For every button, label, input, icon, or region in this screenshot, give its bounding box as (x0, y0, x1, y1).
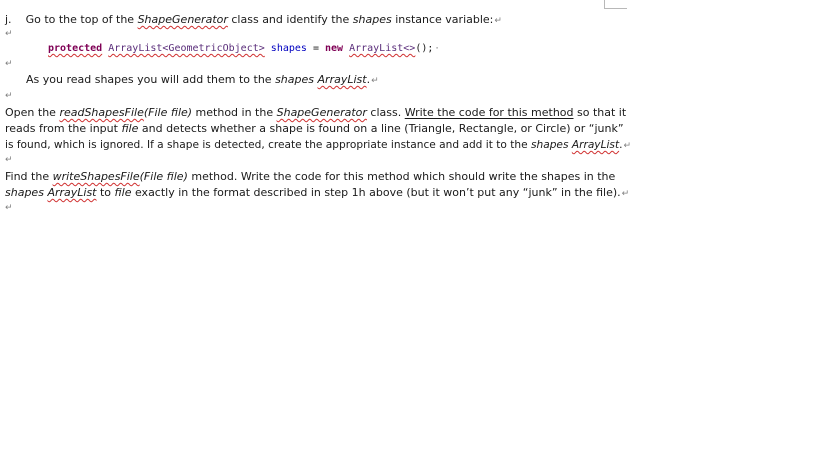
page-corner-marker (604, 0, 627, 9)
file-word: file (121, 122, 139, 135)
period: . (619, 139, 623, 151)
step-text: instance variable: (391, 13, 494, 26)
para-text: and detects whether a shape is found on a line (Triangle, Rectangle, or Circle) or “junk” (138, 122, 624, 135)
step-label: j. (5, 13, 12, 26)
para-text: is found, which is ignored. If a shape is detected, create the appropriate instance and add it to the (5, 139, 531, 151)
paragraph-mark: ↵ (494, 16, 502, 26)
shapes-word: shapes (5, 186, 44, 199)
code-keyword-new: new (324, 43, 344, 54)
code-end: (); (415, 43, 434, 54)
para-text: class. (366, 106, 405, 119)
read-note-line (26, 73, 379, 88)
para1-line2 (5, 122, 624, 136)
code-constructor: ArrayList<> (349, 43, 416, 54)
arraylist-word: ArrayList (571, 139, 620, 151)
paragraph-mark: ↵ (5, 59, 13, 69)
para2-line1 (5, 170, 615, 184)
para-text: Open the (5, 106, 60, 119)
class-name: ShapeGenerator (137, 13, 228, 26)
paragraph-mark: ↵ (623, 141, 632, 151)
arraylist-word: ArrayList (47, 186, 97, 199)
read-method-name: readShapesFile (59, 106, 144, 119)
step-text: class and identify the (227, 13, 353, 26)
method-signature: (File file) (143, 106, 193, 119)
paragraph-mark: ↵ (621, 189, 630, 199)
shapes-word: shapes (352, 13, 392, 26)
method-signature: (File file) (139, 170, 188, 183)
para2-line2 (5, 186, 629, 201)
paragraph-mark: ↵ (5, 91, 13, 101)
step-j-line (5, 13, 502, 28)
para1-line1 (5, 106, 626, 120)
code-keyword-protected: protected (48, 43, 103, 54)
para1-line3 (5, 138, 631, 153)
para-text: Find the (5, 170, 53, 183)
paragraph-mark: ↵ (371, 76, 379, 86)
para-text: so that it (573, 106, 627, 119)
code-variable: shapes (270, 43, 307, 54)
read-note-text: As you read shapes you will add them to the (26, 73, 276, 86)
code-line (48, 42, 440, 56)
paragraph-mark: ↵ (5, 29, 13, 39)
write-method-name: writeShapesFile (52, 170, 140, 183)
para-text: to (96, 186, 115, 199)
code-type: ArrayList<GeometricObject> (108, 43, 265, 54)
write-code-instruction: Write the code for this method (404, 106, 574, 119)
arraylist-word: ArrayList (317, 73, 367, 86)
para-text: method in the (192, 106, 277, 119)
para-text: exactly in the format described in step 1h above (but it won’t put any “junk” in the file). (131, 186, 621, 199)
space-mark: · (434, 44, 440, 54)
shapes-word: shapes (530, 139, 569, 151)
shapes-word: shapes (275, 73, 315, 86)
paragraph-mark: ↵ (5, 155, 13, 165)
file-word: file (114, 186, 132, 199)
paragraph-mark: ↵ (5, 203, 13, 213)
para-text: method. Write the code for this method which should write the shapes in the (187, 170, 616, 183)
step-text: Go to the top of the (25, 13, 138, 26)
code-equals: = (306, 43, 325, 54)
period: . (366, 73, 371, 86)
class-name: ShapeGenerator (276, 106, 367, 119)
para-text: reads from the input (5, 122, 122, 135)
